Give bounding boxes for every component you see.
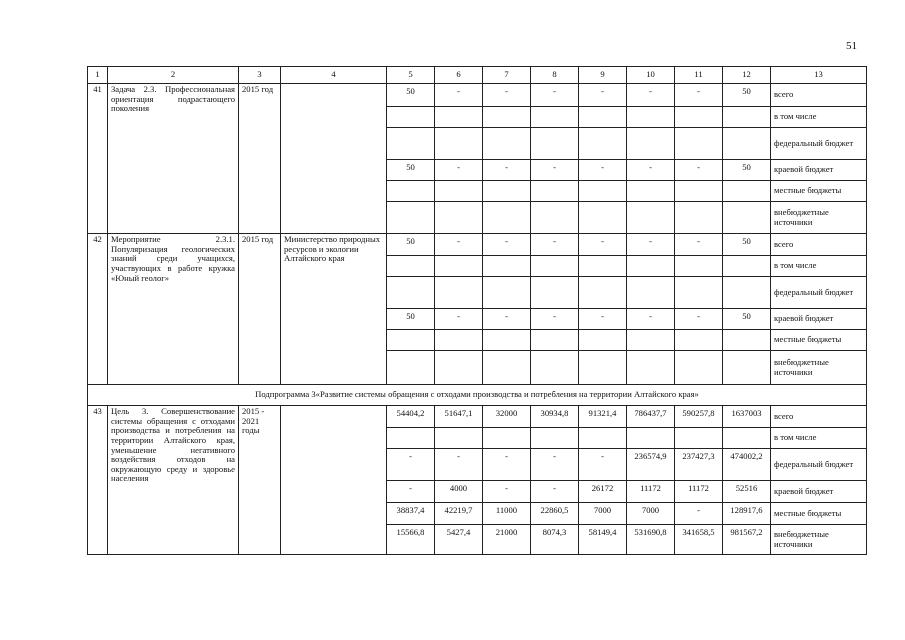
value-cell: - [483, 160, 531, 181]
column-header: 12 [723, 67, 771, 84]
item-title: Мероприятие 2.3.1. Популяризация геологических знаний среди учащихся, участвующих в работе кружка «Юный геолог» [108, 234, 239, 385]
value-cell [387, 202, 435, 234]
value-cell [675, 128, 723, 160]
value-cell [627, 277, 675, 309]
value-cell [483, 351, 531, 385]
value-cell [627, 351, 675, 385]
value-cell [723, 330, 771, 351]
value-cell [579, 330, 627, 351]
item-title: Цель 3. Совершенствование системы обращения с отходами производства и потребления на территории Алтайского края, уменьшение негативного воздействия отходов на окружающую среду и здоровье населения [108, 406, 239, 555]
value-cell [531, 107, 579, 128]
value-cell: 22860,5 [531, 503, 579, 525]
value-cell: 981567,2 [723, 525, 771, 555]
value-cell [435, 107, 483, 128]
value-cell: - [675, 160, 723, 181]
value-cell [483, 128, 531, 160]
value-cell [627, 256, 675, 277]
value-cell [483, 107, 531, 128]
value-cell [675, 428, 723, 449]
value-cell: 786437,7 [627, 406, 675, 428]
value-cell: - [483, 449, 531, 481]
value-cell [387, 330, 435, 351]
item-title: Задача 2.3. Профессиональная ориентация подрастающего поколения [108, 84, 239, 234]
funding-source-label: федеральный бюджет [771, 277, 867, 309]
value-cell: 50 [387, 84, 435, 107]
value-cell: - [531, 160, 579, 181]
value-cell [531, 256, 579, 277]
value-cell [483, 330, 531, 351]
value-cell: 32000 [483, 406, 531, 428]
value-cell [675, 181, 723, 202]
value-cell: 50 [387, 309, 435, 330]
funding-source-label: федеральный бюджет [771, 128, 867, 160]
column-header: 7 [483, 67, 531, 84]
column-header: 9 [579, 67, 627, 84]
value-cell: 11172 [627, 481, 675, 503]
value-cell: - [387, 481, 435, 503]
value-cell: 237427,3 [675, 449, 723, 481]
value-cell: 15566,8 [387, 525, 435, 555]
value-cell [483, 428, 531, 449]
funding-source-label: всего [771, 234, 867, 256]
value-cell: 128917,6 [723, 503, 771, 525]
value-cell: 52516 [723, 481, 771, 503]
value-cell: 50 [387, 234, 435, 256]
funding-source-label: внебюджетные источники [771, 525, 867, 555]
value-cell: - [483, 481, 531, 503]
value-cell [531, 351, 579, 385]
value-cell: 91321,4 [579, 406, 627, 428]
value-cell [483, 202, 531, 234]
value-cell: - [627, 84, 675, 107]
value-cell: 42219,7 [435, 503, 483, 525]
value-cell: 26172 [579, 481, 627, 503]
value-cell [579, 128, 627, 160]
value-cell: - [435, 309, 483, 330]
value-cell: - [675, 309, 723, 330]
value-cell: - [387, 449, 435, 481]
value-cell [387, 428, 435, 449]
value-cell: - [579, 84, 627, 107]
value-cell [579, 428, 627, 449]
value-cell: 21000 [483, 525, 531, 555]
item-period: 2015 - 2021 годы [239, 406, 281, 555]
column-header: 2 [108, 67, 239, 84]
subprogram-heading: Подпрограмма 3«Развитие системы обращения с отходами производства и потребления на территории Алтайского края» [88, 385, 867, 406]
column-header: 6 [435, 67, 483, 84]
value-cell: 341658,5 [675, 525, 723, 555]
value-cell [723, 107, 771, 128]
value-cell [531, 202, 579, 234]
value-cell [579, 277, 627, 309]
value-cell: 50 [723, 309, 771, 330]
value-cell [483, 181, 531, 202]
value-cell [387, 277, 435, 309]
value-cell [675, 107, 723, 128]
value-cell: - [675, 84, 723, 107]
value-cell [387, 351, 435, 385]
budget-table [87, 66, 867, 555]
value-cell [675, 277, 723, 309]
item-executor [281, 84, 387, 234]
value-cell: 4000 [435, 481, 483, 503]
value-cell [675, 330, 723, 351]
value-cell [531, 181, 579, 202]
value-cell [483, 256, 531, 277]
subprogram-row [88, 385, 867, 406]
funding-source-label: краевой бюджет [771, 160, 867, 181]
column-header: 11 [675, 67, 723, 84]
value-cell [627, 181, 675, 202]
value-cell: 11172 [675, 481, 723, 503]
value-cell: - [579, 234, 627, 256]
value-cell [579, 256, 627, 277]
column-header: 1 [88, 67, 108, 84]
value-cell: - [675, 503, 723, 525]
value-cell: 474002,2 [723, 449, 771, 481]
funding-source-label: всего [771, 406, 867, 428]
value-cell [483, 277, 531, 309]
value-cell [387, 128, 435, 160]
value-cell [723, 202, 771, 234]
value-cell: - [627, 160, 675, 181]
value-cell: - [435, 160, 483, 181]
item-period: 2015 год [239, 234, 281, 385]
page-number: 51 [846, 40, 857, 52]
item-executor: Министерство природных ресурсов и экологии Алтайского края [281, 234, 387, 385]
value-cell: - [579, 160, 627, 181]
value-cell: - [435, 234, 483, 256]
value-cell [723, 256, 771, 277]
value-cell [387, 181, 435, 202]
value-cell: 8074,3 [531, 525, 579, 555]
funding-source-label: всего [771, 84, 867, 107]
value-cell [435, 330, 483, 351]
column-header: 3 [239, 67, 281, 84]
value-cell: - [531, 84, 579, 107]
value-cell [723, 351, 771, 385]
value-cell [579, 107, 627, 128]
value-cell [723, 277, 771, 309]
item-period: 2015 год [239, 84, 281, 234]
row-number: 42 [88, 234, 108, 385]
value-cell [627, 330, 675, 351]
value-cell: 51647,1 [435, 406, 483, 428]
row-number: 43 [88, 406, 108, 555]
row-number: 41 [88, 84, 108, 234]
value-cell: 50 [387, 160, 435, 181]
value-cell: 1637003 [723, 406, 771, 428]
value-cell: - [483, 84, 531, 107]
value-cell [435, 428, 483, 449]
value-cell [387, 256, 435, 277]
value-cell [387, 107, 435, 128]
value-cell: - [531, 449, 579, 481]
value-cell [675, 202, 723, 234]
funding-source-label: краевой бюджет [771, 481, 867, 503]
funding-source-label: местные бюджеты [771, 181, 867, 202]
value-cell [579, 351, 627, 385]
column-header: 10 [627, 67, 675, 84]
value-cell: 50 [723, 234, 771, 256]
value-cell [435, 128, 483, 160]
value-cell: 11000 [483, 503, 531, 525]
value-cell: 5427,4 [435, 525, 483, 555]
value-cell [627, 428, 675, 449]
value-cell [723, 181, 771, 202]
value-cell [723, 428, 771, 449]
value-cell [579, 181, 627, 202]
value-cell [531, 128, 579, 160]
value-cell [675, 256, 723, 277]
value-cell [435, 277, 483, 309]
value-cell: - [531, 234, 579, 256]
header-row [88, 67, 867, 84]
value-cell: - [531, 481, 579, 503]
value-cell: 38837,4 [387, 503, 435, 525]
value-cell: - [531, 309, 579, 330]
value-cell: 531690,8 [627, 525, 675, 555]
value-cell: - [435, 449, 483, 481]
value-cell [531, 330, 579, 351]
funding-source-label: в том числе [771, 428, 867, 449]
funding-source-label: в том числе [771, 256, 867, 277]
value-cell: - [435, 84, 483, 107]
value-cell: - [579, 309, 627, 330]
funding-source-label: внебюджетные источники [771, 351, 867, 385]
value-cell [435, 181, 483, 202]
table-row [88, 84, 867, 107]
value-cell: - [579, 449, 627, 481]
value-cell: 50 [723, 84, 771, 107]
value-cell: 58149,4 [579, 525, 627, 555]
column-header: 13 [771, 67, 867, 84]
item-executor [281, 406, 387, 555]
value-cell: 236574,9 [627, 449, 675, 481]
value-cell: - [483, 309, 531, 330]
value-cell [435, 351, 483, 385]
column-header: 5 [387, 67, 435, 84]
funding-source-label: внебюджетные источники [771, 202, 867, 234]
table-row [88, 234, 867, 256]
value-cell: 7000 [627, 503, 675, 525]
value-cell [627, 107, 675, 128]
value-cell: - [675, 234, 723, 256]
value-cell: 50 [723, 160, 771, 181]
value-cell [723, 128, 771, 160]
value-cell: - [627, 309, 675, 330]
table-row [88, 406, 867, 428]
value-cell [579, 202, 627, 234]
funding-source-label: краевой бюджет [771, 309, 867, 330]
funding-source-label: в том числе [771, 107, 867, 128]
table-body [88, 67, 867, 555]
value-cell [675, 351, 723, 385]
funding-source-label: местные бюджеты [771, 503, 867, 525]
value-cell [435, 202, 483, 234]
value-cell [531, 277, 579, 309]
value-cell: 30934,8 [531, 406, 579, 428]
value-cell [531, 428, 579, 449]
value-cell: 7000 [579, 503, 627, 525]
value-cell: 590257,8 [675, 406, 723, 428]
value-cell [627, 202, 675, 234]
funding-source-label: местные бюджеты [771, 330, 867, 351]
value-cell [627, 128, 675, 160]
funding-source-label: федеральный бюджет [771, 449, 867, 481]
column-header: 4 [281, 67, 387, 84]
value-cell: - [627, 234, 675, 256]
column-header: 8 [531, 67, 579, 84]
value-cell: - [483, 234, 531, 256]
value-cell: 54404,2 [387, 406, 435, 428]
value-cell [435, 256, 483, 277]
